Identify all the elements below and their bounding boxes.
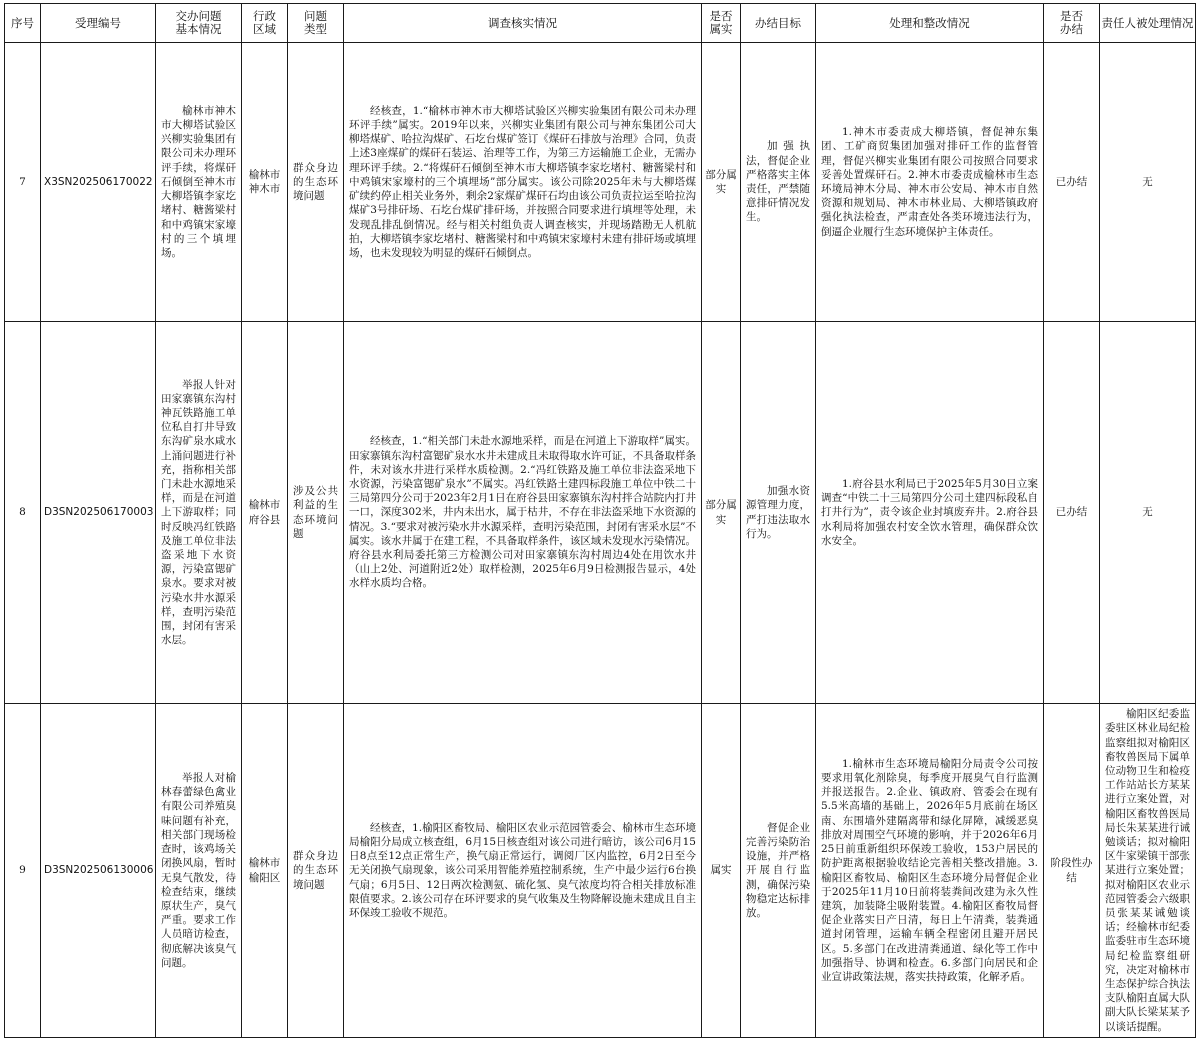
header-rectification: 处理和整改情况	[816, 4, 1044, 43]
cell-investigation: 经核查，1.榆阳区畜牧局、榆阳区农业示范园管委会、榆林市生态环境局榆阳分局成立核查组，6月15日核查组对该公司进行暗访，该公司6月15日8点至12点正常生产，换气扇正常运行，调阅厂区内监控，6月2日至今无关闭换气扇现象，该公司采用智能养殖控制系统，生产中最少运行6台换气扇；6月5日、12日两次检测氨、硫化氢、臭气浓度均符合相关排放标准限值要求。2.该公司存在环评要求的臭气收集及生物降解设施未建成且自主环保竣工验收不规范。	[344, 704, 702, 1038]
table-row	[5, 322, 1196, 704]
header-issue-type: 问题 类型	[288, 4, 344, 43]
cell-seq: 9	[5, 704, 41, 1038]
cell-issue-type: 群众身边的生态环境问题	[288, 704, 344, 1038]
cell-case-no: D3SN202506130006	[41, 704, 156, 1038]
header-closed: 是否 办结	[1044, 4, 1100, 43]
cell-rectification: 1.府谷县水利局已于2025年5月30日立案调查“中铁二十三局第四分公司土建四标段私自打井行为”，责令该企业封填废弃井。2.府谷县水利局将加强农村安全饮水管理，确保群众饮水安全。	[816, 322, 1044, 704]
cell-verified: 属实	[702, 704, 741, 1038]
cell-issue-type: 涉及公共利益的生态环境问题	[288, 322, 344, 704]
table-row	[5, 43, 1196, 322]
cell-basic-info: 榆林市神木市大柳塔试验区兴柳实验集团有限公司未办理环评手续，将煤矸石倾倒至神木市大柳塔镇李家圪堵村、糖酱梁村和中鸡镇宋家壕村的三个填埋场。	[156, 43, 242, 322]
header-basic-info: 交办问题 基本情况	[156, 4, 242, 43]
header-seq: 序号	[5, 4, 41, 43]
header-case-no: 受理编号	[41, 4, 156, 43]
cell-issue-type: 群众身边的生态环境问题	[288, 43, 344, 322]
header-goal: 办结目标	[741, 4, 816, 43]
cell-accountability: 无	[1100, 43, 1196, 322]
header-region: 行政 区域	[242, 4, 288, 43]
cell-goal: 加强水资源管理力度，严打违法取水行为。	[741, 322, 816, 704]
header-accountability: 责任人被处理情况	[1100, 4, 1196, 43]
cell-closed: 已办结	[1044, 43, 1100, 322]
petition-case-table	[4, 3, 1196, 1038]
cell-region: 榆林市府谷县	[242, 322, 288, 704]
cell-accountability: 无	[1100, 322, 1196, 704]
cell-investigation: 经核查，1.“榆林市神木市大柳塔试验区兴柳实验集团有限公司未办理环评手续”属实。2019年以来，兴柳实业集团有限公司与神东集团公司大柳塔煤矿、哈拉沟煤矿、石圪台煤矿签订《煤矸石排放与治理》合同，负责上述3座煤矿的煤矸石装运、治理等工作，为第三方运输施工企业，无需办理环评手续。2.“将煤矸石倾倒至神木市大柳塔镇李家圪堵村、糖酱梁村和中鸡镇宋家壕村的三个填埋场”部分属实。该公司除2025年未与大柳塔煤矿续约停止相关业务外，剩余2家煤矿煤矸石均由该公司负责拉运至哈拉沟煤矿3号排矸场、石圪台煤矿排矸场，并按照合同要求进行填埋等处理，未发现乱排乱倒情况。经与相关村组负责人调查核实，并现场踏勘无人机航拍，大柳塔镇李家圪堵村、糖酱梁村和中鸡镇宋家壕村未建有排矸场或填埋场，也未发现较为明显的煤矸石倾倒点。	[344, 43, 702, 322]
cell-seq: 7	[5, 43, 41, 322]
cell-verified: 部分属实	[702, 43, 741, 322]
cell-closed: 已办结	[1044, 322, 1100, 704]
cell-goal: 加强执法，督促企业严格落实主体责任，严禁随意排矸情况发生。	[741, 43, 816, 322]
cell-closed: 阶段性办结	[1044, 704, 1100, 1038]
cell-case-no: X3SN202506170022	[41, 43, 156, 322]
cell-region: 榆林市神木市	[242, 43, 288, 322]
cell-region: 榆林市榆阳区	[242, 704, 288, 1038]
cell-accountability: 榆阳区纪委监委驻区林业局纪检监察组拟对榆阳区畜牧兽医局下属单位动物卫生和检疫工作站站长方某某进行立案处置，对榆阳区畜牧兽医局局长朱某某进行诫勉谈话；拟对榆阳区牛家梁镇干部张某进行立案处置；拟对榆阳区农业示范园管委会六级职员张某某诫勉谈话；经榆林市纪委监委驻市生态环境局纪检监察组研究，决定对榆林市生态保护综合执法支队榆阳直属大队副大队长梁某某予以谈话提醒。	[1100, 704, 1196, 1038]
cell-case-no: D3SN202506170003	[41, 322, 156, 704]
cell-rectification: 1.榆林市生态环境局榆阳分局责令公司按要求用氧化剂除臭，每季度开展臭气自行监测并报送报告。2.企业、镇政府、管委会在现有5.5米高墙的基础上，2026年5月底前在场区南、东围墙外建隔离带和绿化屏障，减缓恶臭排放对周围空气环境的影响，并于2026年6月25日前重新组织环保竣工验收，153户居民的防护距离根据验收结论完善相关整改措施。3.榆阳区畜牧局、榆阳区生态环境分局督促企业于2025年11月10日前将装粪间改建为永久性建筑，加装降尘吸附装置。4.榆阳区畜牧局督促企业落实日产日清，每日上午清粪，装粪通道封闭管理，运输车辆全程密闭且避开居民区。5.多部门在改进清粪通道、绿化等工作中加强指导、协调和检查。6.多部门向居民和企业宣讲政策法规，落实扶持政策，化解矛盾。	[816, 704, 1044, 1038]
header-investigation: 调查核实情况	[344, 4, 702, 43]
cell-goal: 督促企业完善污染防治设施，并严格开展自行监测，确保污染物稳定达标排放。	[741, 704, 816, 1038]
cell-basic-info: 举报人对榆林春蕾绿色禽业有限公司养殖臭味问题有补充，相关部门现场检查时，该鸡场关闭换风扇，暂时无臭气散发，待检查结束，继续原状生产，臭气严重。要求工作人员暗访检查，彻底解决该臭气问题。	[156, 704, 242, 1038]
table-row	[5, 704, 1196, 1038]
cell-verified: 部分属实	[702, 322, 741, 704]
cell-investigation: 经核查，1.“相关部门未赴水源地采样，而是在河道上下游取样”属实。田家寨镇东沟村富锶矿泉水水井未建成且未取得取水许可证，不具备取样条件，未对该水井进行采样水质检测。2.“冯红铁路及施工单位非法盗采地下水资源，污染富锶矿泉水”不属实。冯红铁路土建四标段施工单位中铁二十三局第四分公司于2023年2月1日在府谷县田家寨镇东沟村拌合站院内打井一口，深度302米，井内未出水，属于枯井，不存在非法盗采地下水资源的情况。3.“要求对被污染水井水源采样，查明污染范围，封闭有害采水层”不属实。该水井属于在建工程，不具备取样条件，该区域未发现水污染情况。府谷县水利局委托第三方检测公司对田家寨镇东沟村周边4处在用饮水井（山上2处、河道附近2处）取样检测，2025年6月9日检测报告显示，4处水样水质均合格。	[344, 322, 702, 704]
header-verified: 是否 属实	[702, 4, 741, 43]
header-row	[5, 4, 1196, 43]
cell-rectification: 1.神木市委责成大柳塔镇，督促神东集团、工矿商贸集团加强对排矸工作的监督管理，督促兴柳实业集团有限公司按照合同要求妥善处置煤矸石。2.神木市委责成榆林市生态环境局神木分局、神木市公安局、神木市自然资源和规划局、神木市林业局、大柳塔镇政府强化执法检查，严肃查处各类环境违法行为，倒逼企业履行生态环境保护主体责任。	[816, 43, 1044, 322]
cell-seq: 8	[5, 322, 41, 704]
cell-basic-info: 举报人针对田家寨镇东沟村神瓦铁路施工单位私自打井导致东沟矿泉水咸水上涌问题进行补充，指称相关部门未赴水源地采样，而是在河道上下游取样；同时反映冯红铁路及施工单位非法盗采地下水资源，污染富锶矿泉水。要求对被污染水井水源采样，查明污染范围，封闭有害采水层。	[156, 322, 242, 704]
